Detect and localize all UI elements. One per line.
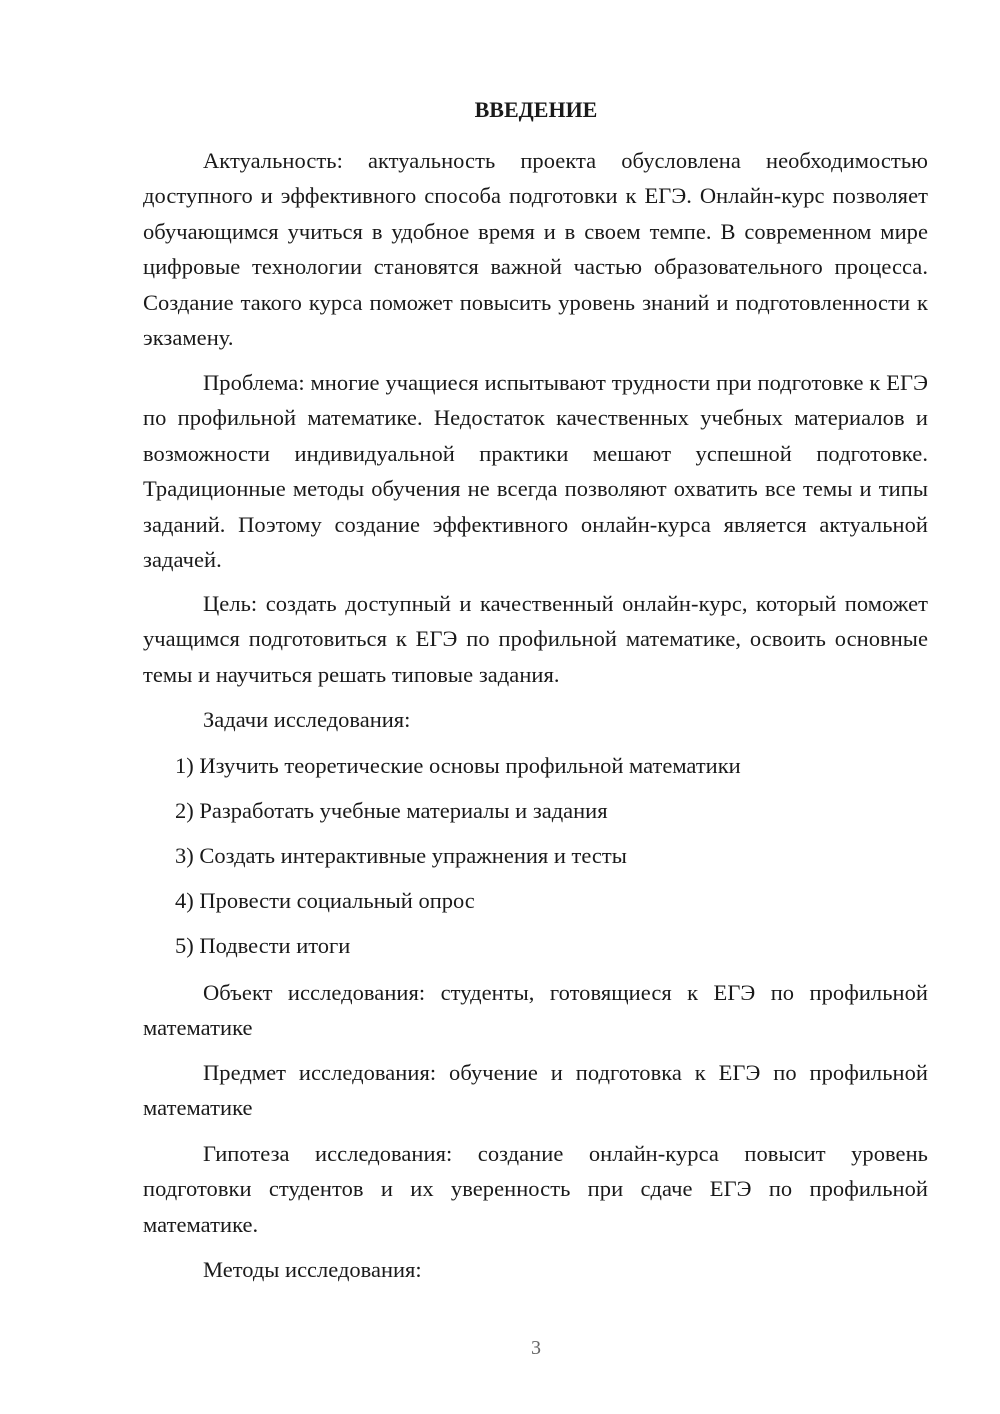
- list-item: 3) Создать интерактивные упражнения и тесты: [175, 843, 627, 868]
- relevance-paragraph: Актуальность: актуальность проекта обусловлена необходимостью доступного и эффективного способа подготовки к ЕГЭ. Онлайн-курс позволяет обучающимся учиться в удобное время и в своем темпе. В современном мире цифровые технологии становятся важной частью образовательного процесса. Создание такого курса поможет повысить уровень знаний и подготовленности к экзамену.: [143, 148, 928, 351]
- object-paragraph: Объект исследования: студенты, готовящиеся к ЕГЭ по профильной математике: [143, 980, 928, 1041]
- list-item: 1) Изучить теоретические основы профильной математики: [175, 753, 741, 778]
- hypothesis-paragraph: Гипотеза исследования: создание онлайн-курса повысит уровень подготовки студентов и их уверенность при сдаче ЕГЭ по профильной математике.: [143, 1141, 928, 1237]
- list-item: 5) Подвести итоги: [175, 933, 351, 958]
- subject-paragraph: Предмет исследования: обучение и подготовка к ЕГЭ по профильной математике: [143, 1060, 928, 1121]
- list-item: 4) Провести социальный опрос: [175, 888, 475, 913]
- goal-paragraph: Цель: создать доступный и качественный онлайн-курс, который поможет учащимся подготовиться к ЕГЭ по профильной математике, освоить основные темы и научиться решать типовые задания.: [143, 591, 928, 687]
- methods-heading: Методы исследования:: [203, 1257, 422, 1282]
- page-number: 3: [531, 1337, 541, 1359]
- list-item: 2) Разработать учебные материалы и задания: [175, 798, 608, 823]
- page-title: ВВЕДЕНИЕ: [474, 97, 598, 122]
- problem-paragraph: Проблема: многие учащиеся испытывают трудности при подготовке к ЕГЭ по профильной математике. Недостаток качественных учебных материалов и возможности индивидуальной практики мешают успешной подготовке. Традиционные методы обучения не всегда позволяют охватить все темы и типы заданий. Поэтому создание эффективного онлайн-курса является актуальной задачей.: [143, 370, 928, 573]
- tasks-heading: Задачи исследования:: [203, 707, 411, 732]
